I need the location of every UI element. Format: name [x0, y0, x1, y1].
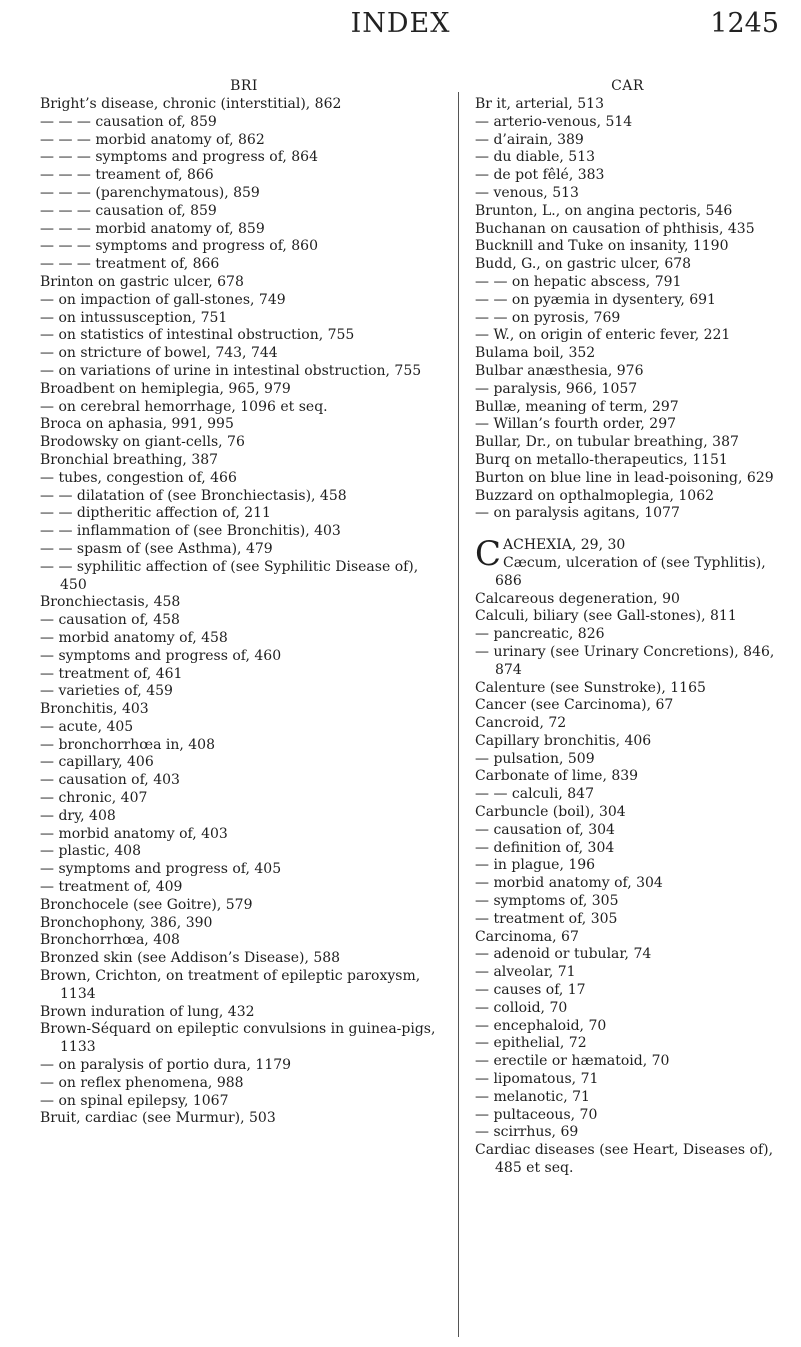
index-entry: — — diptheritic affection of, 211 — [40, 505, 271, 522]
index-entry: Brunton, L., on angina pectoris, 546 — [475, 202, 733, 219]
index-entry: — — on hepatic abscess, 791 — [475, 273, 682, 290]
index-entry: Capillary bronchitis, 406 — [475, 732, 652, 749]
index-entry: — varieties of, 459 — [40, 683, 173, 700]
index-entry: Bullæ, meaning of term, 297 — [475, 398, 679, 415]
index-entry: Bronchocele (see Goitre), 579 — [40, 896, 253, 913]
index-entry: Buzzard on opthalmoplegia, 1062 — [475, 487, 715, 504]
index-entry: Bronchorrhœa, 408 — [40, 932, 180, 949]
index-entry: — on cerebral hemorrhage, 1096 et seq. — [40, 398, 328, 415]
index-entry: — alveolar, 71 — [475, 964, 576, 981]
index-entry: Bulama boil, 352 — [475, 345, 596, 362]
index-entry: — treatment of, 305 — [475, 910, 618, 927]
page-header — [0, 8, 801, 48]
index-entry: — symptoms and progress of, 460 — [40, 647, 282, 664]
index-entry: Carcinoma, 67 — [475, 928, 579, 945]
index-entry: — epithelial, 72 — [475, 1035, 587, 1052]
index-entry: Bronchial breathing, 387 — [40, 451, 219, 468]
index-entry: — adenoid or tubular, 74 — [475, 946, 652, 963]
right-entry-list-c — [475, 591, 780, 1178]
index-entry: Buchanan on causation of phthisis, 435 — [475, 220, 755, 237]
index-entry: Bronchiectasis, 458 — [40, 594, 181, 611]
index-entry: — paralysis, 966, 1057 — [475, 380, 638, 397]
section-gap — [475, 523, 780, 537]
index-entry: — in plague, 196 — [475, 857, 596, 874]
index-entry: — treatment of, 461 — [40, 665, 183, 682]
index-entry: — — — treatment of, 866 — [40, 256, 220, 273]
index-entry: — plastic, 408 — [40, 843, 141, 860]
index-entry: — melanotic, 71 — [475, 1088, 590, 1105]
index-entry: — on paralysis of portio dura, 1179 — [40, 1057, 292, 1074]
index-entry: — symptoms of, 305 — [475, 893, 619, 910]
index-entry: — causation of, 304 — [475, 821, 615, 838]
index-entry: — causation of, 403 — [40, 772, 180, 789]
index-entry: Burton on blue line in lead-poisoning, 629 — [475, 469, 774, 486]
index-entry: — bronchorrhœa in, 408 — [40, 736, 215, 753]
index-entry: — chronic, 407 — [40, 790, 148, 807]
index-entry: Bullar, Dr., on tubular breathing, 387 — [475, 434, 739, 451]
right-entry-list-b — [475, 96, 780, 523]
index-entry: — on statistics of intestinal obstruction, 755 — [40, 327, 355, 344]
index-entry: Bronchitis, 403 — [40, 701, 149, 718]
index-entry: Cancer (see Carcinoma), 67 — [475, 697, 674, 714]
index-entry: Calculi, biliary (see Gall-stones), 811 — [475, 608, 737, 625]
index-entry: Brown induration of lung, 432 — [40, 1003, 255, 1020]
index-entry: — venous, 513 — [475, 184, 579, 201]
index-entry: — on stricture of bowel, 743, 744 — [40, 345, 278, 362]
index-entry: — — — symptoms and progress of, 860 — [40, 238, 318, 255]
index-entry: — pancreatic, 826 — [475, 626, 605, 643]
page-number: 1245 — [710, 8, 779, 39]
index-entry: — — calculi, 847 — [475, 786, 594, 803]
index-entry: — — — causation of, 859 — [40, 202, 217, 219]
index-entry: — definition of, 304 — [475, 839, 615, 856]
right-running-head: CAR — [611, 78, 644, 94]
index-entry: — — — (parenchymatous), 859 — [40, 184, 260, 201]
index-entry: — tubes, congestion of, 466 — [40, 469, 237, 486]
index-entry: — causation of, 458 — [40, 612, 180, 629]
index-entry: Cancroid, 72 — [475, 715, 567, 732]
index-entry: — — spasm of (see Asthma), 479 — [40, 540, 273, 557]
index-entry: — pultaceous, 70 — [475, 1106, 598, 1123]
index-entry: — on intussusception, 751 — [40, 309, 228, 326]
index-entry: — lipomatous, 71 — [475, 1071, 599, 1088]
index-entry: — — syphilitic affection of (see Syphilitic Disease of), 450 — [40, 558, 419, 593]
index-entry: Bruit, cardiac (see Murmur), 503 — [40, 1110, 276, 1127]
index-entry: — on paralysis agitans, 1077 — [475, 505, 680, 522]
index-entry: Bulbar anæsthesia, 976 — [475, 362, 644, 379]
index-entry: — on spinal epilepsy, 1067 — [40, 1092, 229, 1109]
index-entry: Budd, G., on gastric ulcer, 678 — [475, 256, 692, 273]
index-entry: Carbuncle (boil), 304 — [475, 804, 626, 821]
index-entry: — W., on origin of enteric fever, 221 — [475, 327, 731, 344]
index-entry: — morbid anatomy of, 458 — [40, 629, 228, 646]
index-entry: Bright’s disease, chronic (interstitial), 862 — [40, 96, 342, 112]
left-running-head: BRI — [230, 78, 258, 94]
index-entry: — colloid, 70 — [475, 999, 568, 1016]
index-entry: Carbonate of lime, 839 — [475, 768, 639, 785]
index-entry: — morbid anatomy of, 304 — [475, 875, 663, 892]
drop-capital: C — [475, 534, 502, 575]
index-entry: — de pot fêlé, 383 — [475, 167, 605, 184]
index-entry: — encephaloid, 70 — [475, 1017, 607, 1034]
index-entry: — capillary, 406 — [40, 754, 154, 771]
index-entry: — d’airain, 389 — [475, 131, 584, 148]
index-entry: Bronchophony, 386, 390 — [40, 914, 213, 931]
index-entry: — dry, 408 — [40, 807, 116, 824]
index-entry: — — inflammation of (see Bronchitis), 403 — [40, 523, 341, 540]
index-entry: — arterio-venous, 514 — [475, 113, 633, 130]
index-entry: Brinton on gastric ulcer, 678 — [40, 273, 244, 290]
index-entry: Calcareous degeneration, 90 — [475, 590, 680, 607]
index-entry: — — — treament of, 866 — [40, 167, 214, 184]
index-entry: Br it, arterial, 513 — [475, 96, 605, 112]
column-divider — [458, 92, 459, 1337]
right-column — [475, 76, 780, 1178]
index-entry: — du diable, 513 — [475, 149, 596, 166]
index-entry: Brown-Séquard on epileptic convulsions in guinea-pigs, 1133 — [40, 1021, 436, 1056]
index-entry: — erectile or hæmatoid, 70 — [475, 1053, 670, 1070]
left-column — [40, 76, 448, 1128]
drop-entry-line2: Cæcum, ulceration of (see Typhlitis), 686 — [495, 554, 766, 589]
index-entry: Brodowsky on giant-cells, 76 — [40, 434, 245, 451]
index-entry: — urinary (see Urinary Concretions), 846, 874 — [475, 643, 775, 678]
page-title: INDEX — [350, 8, 451, 39]
index-entry: — morbid anatomy of, 403 — [40, 825, 228, 842]
index-entry: — on impaction of gall-stones, 749 — [40, 291, 286, 308]
index-entry: — Willan’s fourth order, 297 — [475, 416, 677, 433]
index-entry: — scirrhus, 69 — [475, 1124, 579, 1141]
index-entry: Burq on metallo-therapeutics, 1151 — [475, 451, 728, 468]
index-entry: — — dilatation of (see Bronchiectasis), 458 — [40, 487, 347, 504]
index-entry: — acute, 405 — [40, 718, 134, 735]
index-entry: — — on pyæmia in dysentery, 691 — [475, 291, 716, 308]
index-entry: Calenture (see Sunstroke), 1165 — [475, 679, 706, 696]
index-entry: — — — morbid anatomy of, 859 — [40, 220, 265, 237]
index-entry: — — — symptoms and progress of, 864 — [40, 149, 318, 166]
index-entry: — — on pyrosis, 769 — [475, 309, 621, 326]
left-entry-list — [40, 96, 448, 1128]
section-start-entry — [475, 534, 780, 590]
index-entry: Brown, Crichton, on treatment of epileptic paroxysm, 1134 — [40, 968, 421, 1002]
drop-entry-text: ACHEXIA, 29, 30 — [503, 537, 626, 554]
index-entry: — on reflex phenomena, 988 — [40, 1074, 244, 1091]
index-entry: — symptoms and progress of, 405 — [40, 861, 282, 878]
index-entry: Cardiac diseases (see Heart, Diseases of), 485 et seq. — [475, 1142, 774, 1177]
index-entry: — treatment of, 409 — [40, 879, 183, 896]
index-entry: — pulsation, 509 — [475, 750, 595, 767]
index-entry: Broadbent on hemiplegia, 965, 979 — [40, 380, 291, 397]
index-entry: — — — morbid anatomy of, 862 — [40, 131, 265, 148]
index-entry: — — — causation of, 859 — [40, 113, 217, 130]
index-entry: Bronzed skin (see Addison’s Disease), 588 — [40, 950, 341, 967]
index-entry: Broca on aphasia, 991, 995 — [40, 416, 234, 433]
index-entry: — causes of, 17 — [475, 982, 586, 999]
index-entry: — on variations of urine in intestinal obstruction, 755 — [40, 362, 422, 379]
index-entry: Bucknill and Tuke on insanity, 1190 — [475, 238, 729, 255]
